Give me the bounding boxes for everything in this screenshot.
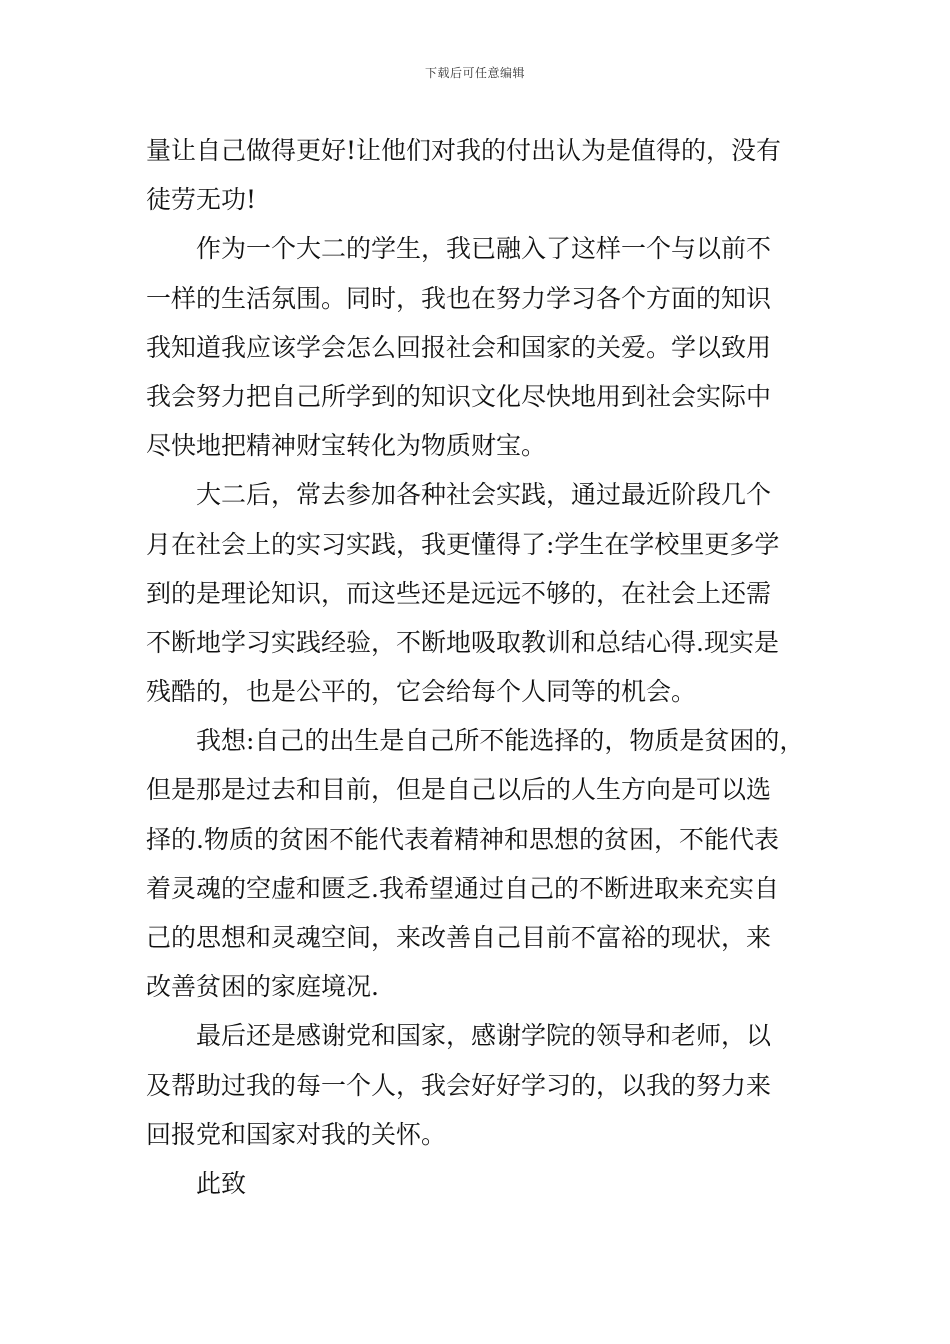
text-line: 我知道我应该学会怎么回报社会和国家的关爱。学以致用: [146, 332, 772, 362]
text-line: 改善贫困的家庭境况.: [146, 972, 379, 1002]
text-line: 一样的生活氛围。同时，我也在努力学习各个方面的知识: [146, 283, 772, 313]
text-line: 己的思想和灵魂空间，来改善自己目前不富裕的现状，来: [146, 923, 772, 952]
text-line: 徒劳无功!: [146, 185, 257, 215]
text-line: 尽快地把精神财宝转化为物质财宝。: [146, 431, 547, 461]
text-line: 但是那是过去和目前，但是自己以后的人生方向是可以选: [146, 775, 772, 805]
text-line: 到的是理论知识，而这些还是远远不够的，在社会上还需: [146, 578, 772, 608]
paragraph: [146, 126, 818, 224]
text-line: 及帮助过我的每一个人，我会好好学习的，以我的努力来: [146, 1070, 772, 1100]
text-line: 残酷的，也是公平的，它会给每个人同等的机会。: [146, 677, 697, 707]
page-header: 下载后可任意编辑: [424, 66, 525, 80]
text-line: 量让自己做得更好!让他们对我的付出认为是值得的，没有: [146, 136, 782, 165]
text-line: 大二后，常去参加各种社会实践，通过最近阶段几个: [196, 480, 772, 510]
text-line: 月在社会上的实习实践，我更懂得了:学生在学校里更多学: [146, 529, 780, 559]
text-line: 回报党和国家对我的关怀。: [146, 1119, 447, 1149]
text-line: 择的.物质的贫困不能代表着精神和思想的贫困，不能代表: [146, 824, 779, 854]
text-line: 着灵魂的空虚和匮乏.我希望通过自己的不断进取来充实自: [146, 873, 779, 903]
paragraph: [146, 1011, 818, 1159]
text-line: 此致: [196, 1168, 247, 1198]
text-line: 我想:自己的出生是自己所不能选择的，物质是贫困的，: [196, 726, 805, 756]
text-line: 我会努力把自己所学到的知识文化尽快地用到社会实际中: [146, 381, 772, 411]
paragraph: [146, 1159, 818, 1208]
text-line: 最后还是感谢党和国家，感谢学院的领导和老师，以: [196, 1021, 772, 1051]
text-line: 不断地学习实践经验，不断地吸取教训和总结心得.现实是: [146, 627, 779, 657]
paragraph: [146, 470, 818, 716]
paragraph: [146, 224, 818, 470]
document-body: [146, 126, 818, 1208]
paragraph: [146, 716, 818, 1011]
text-line: 作为一个大二的学生，我已融入了这样一个与以前不: [196, 234, 772, 264]
